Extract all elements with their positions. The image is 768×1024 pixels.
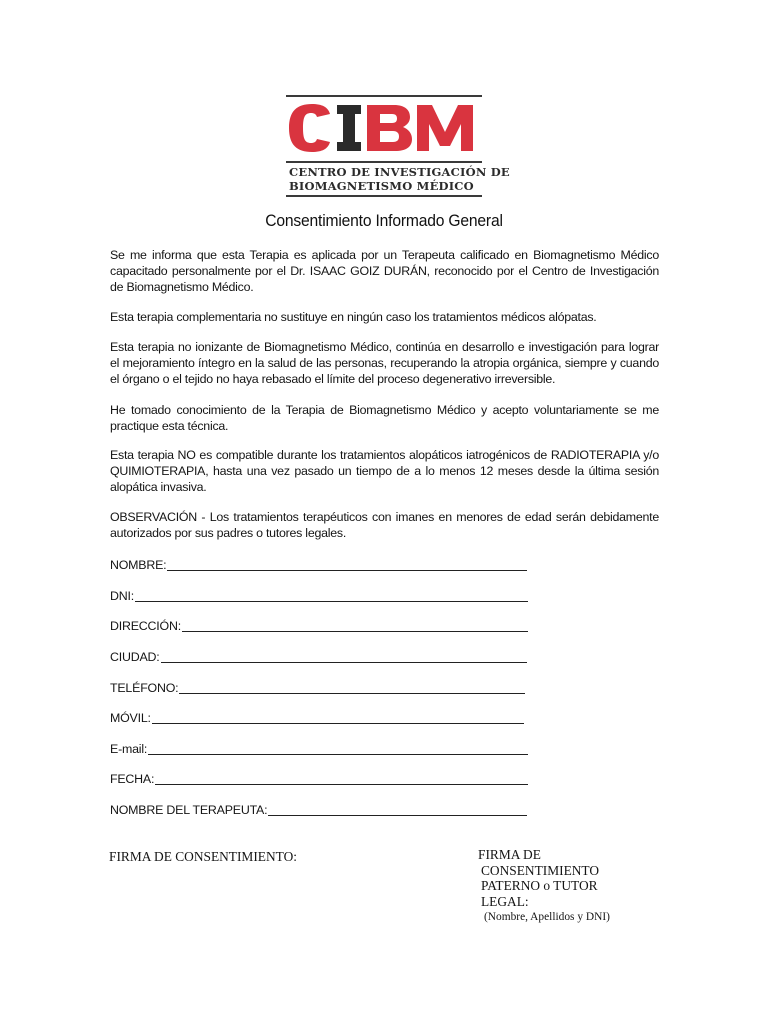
document-title: Consentimiento Informado General <box>265 211 503 230</box>
field-nombre <box>110 556 527 572</box>
field-label: TELÉFONO: <box>110 681 179 695</box>
cibm-logo-mark <box>284 94 484 162</box>
field-label: MÓVIL: <box>110 711 151 725</box>
paragraph-observation: OBSERVACIÓN - Los tratamientos terapéuticos con imanes en menores de edad serán debidamente autorizados por sus padres o tutores legales. <box>110 510 659 540</box>
paragraph-acceptance: He tomado conocimiento de la Terapia de Biomagnetismo Médico y acepto voluntariamente se me practique esta técnica. <box>110 403 659 433</box>
field-label: DIRECCIÓN: <box>110 619 181 633</box>
field-fecha <box>110 770 528 786</box>
field-direccion <box>110 617 528 633</box>
signature-guardian-line: CONSENTIMIENTO <box>481 862 600 878</box>
field-nombre-terapeuta <box>110 801 527 817</box>
logo-subtitle-line1: CENTRO DE INVESTIGACIÓN DE <box>289 165 510 179</box>
field-label: CIUDAD: <box>110 650 160 664</box>
field-blank-line[interactable] <box>268 802 527 816</box>
field-movil <box>110 709 524 725</box>
signature-guardian-note: (Nombre, Apellidos y DNI) <box>484 911 610 923</box>
logo-divider-bottom <box>286 195 482 197</box>
field-label: NOMBRE: <box>110 558 167 572</box>
field-blank-line[interactable] <box>148 741 528 755</box>
field-dni <box>110 587 528 603</box>
field-blank-line[interactable] <box>135 588 528 602</box>
signature-guardian-line: FIRMA DE <box>478 847 541 862</box>
logo-divider-top <box>286 161 482 163</box>
field-label: DNI: <box>110 589 134 603</box>
paragraph-therapist-info: Se me informa que esta Terapia es aplicada por un Terapeuta calificado en Biomagnetismo Médico capacitado personalmente por el Dr. ISAAC GOIZ DURÁN, reconocido por el Centro de Investigación de Biomagnetismo Médico. <box>110 248 659 294</box>
field-blank-line[interactable] <box>161 649 527 663</box>
signature-guardian-block <box>478 847 658 926</box>
paragraph-non-ionizing: Esta terapia no ionizante de Biomagnetismo Médico, continúa en desarrollo e investigación para lograr el mejoramiento íntegro en la salud de las personas, recuperando la atropia orgánica, siempre y cuando el órgano o el tejido no haya rebasado el límite del proceso degenerativo irreversible. <box>110 340 659 386</box>
field-blank-line[interactable] <box>167 557 527 571</box>
signature-guardian-line: LEGAL: <box>481 893 529 909</box>
field-label: FECHA: <box>110 772 155 786</box>
field-blank-line[interactable] <box>155 771 528 785</box>
signature-guardian-line: PATERNO o TUTOR <box>481 878 598 893</box>
paragraph-complementary: Esta terapia complementaria no sustituye en ningún caso los tratamientos médicos alópatas. <box>110 310 597 324</box>
signature-consent-label: FIRMA DE CONSENTIMIENTO: <box>109 849 297 864</box>
field-email <box>110 740 528 756</box>
field-blank-line[interactable] <box>179 680 525 694</box>
field-telefono <box>110 679 525 695</box>
field-label: NOMBRE DEL TERAPEUTA: <box>110 803 268 817</box>
cibm-logo <box>284 94 510 198</box>
paragraph-incompatibility: Esta terapia NO es compatible durante los tratamientos alopáticos iatrogénicos de RADIOTERAPIA y/o QUIMIOTERAPIA, hasta una vez pasado un tiempo de a lo menos 12 meses desde la última sesión alopática invasiva. <box>110 448 659 494</box>
field-blank-line[interactable] <box>182 618 528 632</box>
field-ciudad <box>110 648 527 664</box>
field-blank-line[interactable] <box>152 710 524 724</box>
field-label: E-mail: <box>110 742 148 756</box>
logo-subtitle-line2: BIOMAGNETISMO MÉDICO <box>289 179 474 193</box>
